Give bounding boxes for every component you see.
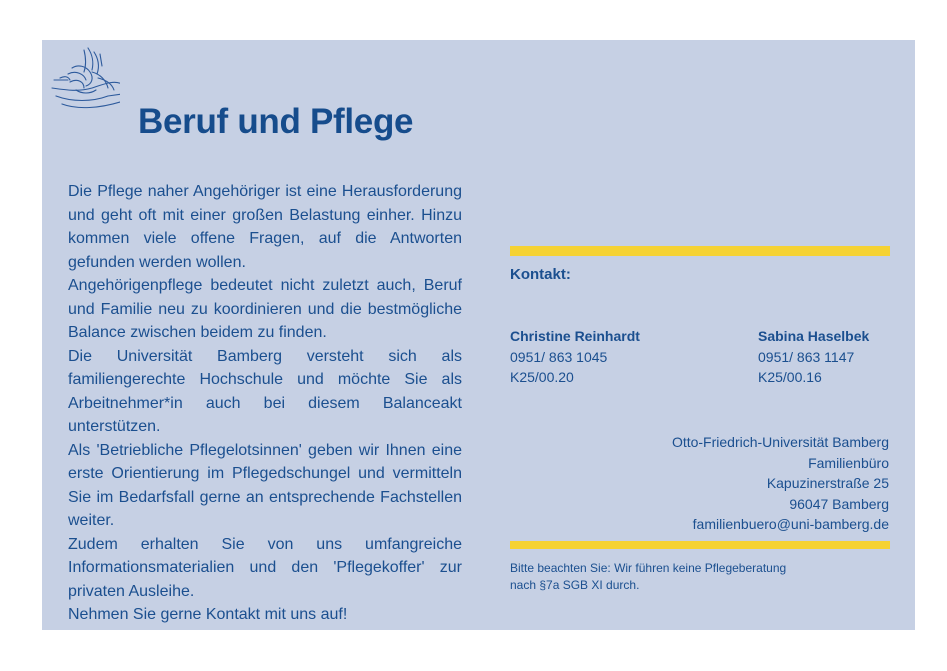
- intro-text: [68, 180, 462, 627]
- email-link[interactable]: familienbuero@uni-bamberg.de: [692, 516, 889, 532]
- contact-room: K25/00.16: [758, 369, 822, 385]
- intro-paragraph: Nehmen Sie gerne Kontakt mit uns auf!: [68, 606, 348, 623]
- disclaimer-note: [510, 560, 786, 594]
- contact-room: K25/00.20: [510, 369, 574, 385]
- contact-name: Christine Reinhardt: [510, 328, 640, 344]
- address-org: Otto-Friedrich-Universität Bamberg: [671, 434, 889, 450]
- accent-divider: [510, 246, 890, 256]
- page-title: Beruf und Pflege: [138, 102, 414, 141]
- caring-hands-icon: [48, 44, 120, 114]
- intro-paragraph: Zudem erhalten Sie von uns umfangreiche Informationsmaterialien und den 'Pflegekoffer' zur privaten Ausleihe.: [68, 535, 462, 600]
- intro-paragraph: Die Universität Bamberg versteht sich als familiengerechte Hochschule und möchte Sie als Arbeitnehmer*in auch bei diesem Balanceakt unterstützen.: [68, 347, 462, 435]
- contact-phone: 0951/ 863 1147: [758, 348, 855, 365]
- contact-name: Sabina Haselbek: [758, 328, 870, 344]
- postal-address: [672, 432, 889, 535]
- intro-paragraph: Angehörigenpflege bedeutet nicht zuletzt auch, Beruf und Familie neu zu koordinieren und die bestmögliche Balance zwischen beidem zu finden.: [68, 277, 462, 341]
- flyer-card: [42, 40, 915, 630]
- disclaimer-line: nach §7a SGB XI durch.: [510, 578, 640, 592]
- contact-person: [510, 326, 640, 388]
- contact-phone: 0951/ 863 1045: [510, 348, 608, 365]
- disclaimer-line: Bitte beachten Sie: Wir führen keine Pflegeberatung: [510, 561, 787, 575]
- address-dept: Familienbüro: [808, 454, 889, 471]
- intro-paragraph: Als 'Betriebliche Pflegelotsinnen' geben wir Ihnen eine erste Orientierung im Pflegedschungel und vermitteln Sie im Bedarfsfall gerne an entsprechende Fachstellen weiter.: [68, 441, 462, 529]
- accent-divider: [510, 541, 890, 549]
- address-street: Kapuzinerstraße 25: [766, 475, 889, 491]
- contact-heading: Kontakt:: [510, 266, 571, 283]
- address-city: 96047 Bamberg: [789, 495, 889, 512]
- intro-paragraph: Die Pflege naher Angehöriger ist eine Herausforderung und geht oft mit einer großen Belastung einher. Hinzu kommen viele offene Fragen, auf die Antworten gefunden werden wollen.: [68, 183, 462, 271]
- contact-person: [758, 326, 869, 388]
